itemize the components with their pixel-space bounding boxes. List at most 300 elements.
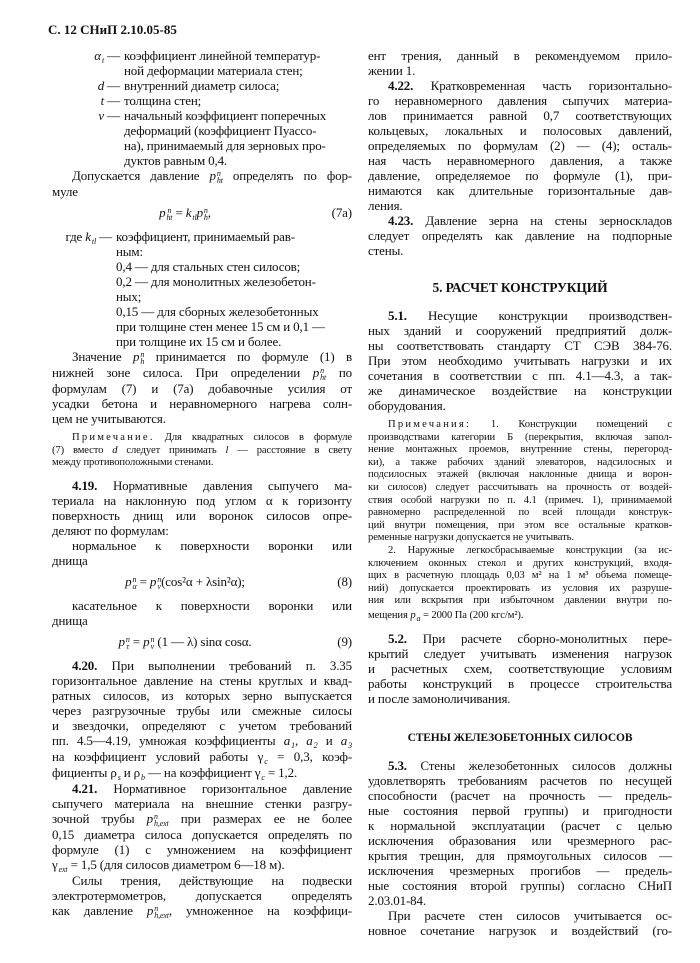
text-run: — bbox=[104, 93, 120, 108]
paragraph bbox=[368, 908, 672, 938]
formula-expression bbox=[118, 634, 251, 649]
text-line bbox=[368, 661, 672, 676]
text-run: и bbox=[120, 764, 134, 780]
text-run: исключения чрезмерных прогибов — предель- bbox=[368, 862, 672, 878]
text-run: и расчетных схем, соответствующие условиям bbox=[368, 660, 672, 676]
symbol-base: p bbox=[118, 633, 125, 649]
text-run: ки), а также рабочих зданий элеваторов, надсилосных и bbox=[368, 456, 672, 468]
text-line bbox=[368, 532, 672, 545]
text-run: формулам (7) и (7а) добавочные усилия от bbox=[52, 381, 352, 396]
symbol-base: d bbox=[112, 444, 118, 456]
footnote bbox=[52, 432, 352, 470]
text-line bbox=[368, 482, 672, 495]
text-line bbox=[52, 765, 352, 781]
text-line bbox=[368, 558, 672, 571]
superscript: n bbox=[154, 903, 159, 913]
paragraph bbox=[52, 349, 352, 426]
text-run: сочетания в соответствии с пп. 4.1—4.3, а так- bbox=[368, 368, 672, 383]
text-line bbox=[124, 93, 352, 108]
symbol-base: 4.19. bbox=[72, 477, 98, 493]
text-line bbox=[52, 445, 352, 458]
text-line bbox=[52, 184, 352, 199]
math-symbol bbox=[147, 811, 169, 826]
text-line bbox=[52, 365, 352, 381]
text-run: нормальное к поверхности воронки или bbox=[72, 537, 352, 553]
paragraph bbox=[368, 631, 672, 706]
text-line bbox=[124, 63, 352, 78]
definition-text bbox=[124, 93, 352, 108]
symbol-base: k bbox=[185, 205, 192, 220]
text-run: нижней зоне силоса. При определении bbox=[52, 365, 313, 380]
paragraph-number bbox=[388, 308, 407, 323]
text-run: Несущие конструкции производствен- bbox=[406, 308, 672, 323]
text-line bbox=[52, 457, 352, 470]
text-line bbox=[52, 493, 352, 508]
text-line bbox=[124, 153, 352, 168]
text-run: = 2000 Па (200 кгс/м²). bbox=[420, 609, 524, 621]
text-line bbox=[368, 368, 672, 383]
text-run: жении 1. bbox=[368, 63, 416, 78]
text-line bbox=[368, 93, 672, 108]
text-run: удовлетворять требованиям расчетов по несущей bbox=[368, 772, 672, 788]
text-line bbox=[52, 432, 352, 445]
math-symbol bbox=[258, 749, 268, 764]
math-symbol bbox=[159, 205, 172, 220]
text-run: нение монтажных проемов, внутренние стены, перегород- bbox=[368, 444, 672, 456]
math-symbol bbox=[255, 765, 265, 780]
text-line bbox=[52, 888, 352, 903]
superscript: n bbox=[150, 634, 155, 644]
text-run: ным: bbox=[116, 244, 143, 259]
definition-item bbox=[52, 48, 352, 78]
subscript: v bbox=[157, 581, 161, 591]
text-line bbox=[368, 308, 672, 323]
subscript: ext bbox=[58, 864, 68, 874]
superscript: n bbox=[320, 366, 325, 375]
paragraph bbox=[52, 873, 352, 919]
math-symbol bbox=[284, 733, 295, 748]
text-line bbox=[368, 432, 672, 445]
definition-item bbox=[52, 259, 352, 349]
subscript: ht bbox=[166, 213, 173, 222]
text-line bbox=[368, 243, 672, 258]
text-run: днища bbox=[52, 612, 88, 628]
text-run: Кратковременная часть горизонтально- bbox=[413, 78, 672, 93]
math-symbol bbox=[134, 765, 145, 780]
symbol-base: p bbox=[149, 573, 157, 589]
text-run: 0,4 — для стальных стен силосов; bbox=[116, 259, 301, 274]
text-run: работы конструкций в процессе строительства bbox=[368, 675, 672, 691]
math-symbol bbox=[341, 733, 352, 748]
formula-number: (8) bbox=[337, 573, 352, 589]
text-line bbox=[52, 411, 352, 426]
text-run: и bbox=[317, 732, 341, 748]
text-run: = 0,3, коэф- bbox=[267, 748, 352, 764]
symbol-base: p bbox=[312, 365, 320, 380]
text-line bbox=[368, 631, 672, 646]
symbol-base: p bbox=[133, 349, 140, 364]
formula bbox=[52, 574, 352, 590]
page-header: С. 12 СНиП 2.10.05-85 bbox=[48, 22, 177, 37]
definition-symbol bbox=[52, 48, 124, 78]
text-run: Допускается давление bbox=[72, 168, 210, 183]
subscript: h bbox=[203, 213, 208, 222]
text-run: где bbox=[65, 229, 86, 244]
text-run: ления. bbox=[368, 198, 403, 213]
text-line bbox=[368, 676, 672, 691]
superscript: n bbox=[154, 811, 158, 821]
text-run: ных; bbox=[116, 289, 142, 304]
text-run: — bbox=[104, 108, 120, 123]
text-line bbox=[52, 688, 352, 703]
definition-text bbox=[124, 108, 352, 168]
paragraph bbox=[52, 478, 352, 538]
math-symbol bbox=[147, 903, 169, 918]
math-symbol bbox=[306, 733, 317, 748]
text-line bbox=[368, 419, 672, 432]
text-line bbox=[368, 691, 672, 706]
symbol-base: γ bbox=[257, 748, 264, 764]
text-line bbox=[116, 229, 352, 244]
text-line bbox=[52, 538, 352, 553]
script bbox=[348, 735, 352, 749]
subscript: 1 bbox=[291, 740, 295, 750]
text-line bbox=[368, 323, 672, 338]
text-line bbox=[52, 842, 352, 857]
text-line bbox=[116, 289, 352, 304]
text-run: толщина стен; bbox=[124, 93, 202, 108]
formula-number: (7а) bbox=[331, 205, 352, 220]
paragraph bbox=[52, 781, 352, 873]
text-run: При расчете стен силосов учитывается ос- bbox=[388, 907, 672, 923]
text-line bbox=[124, 138, 352, 153]
subscript: α bbox=[132, 581, 137, 591]
symbol-base: 4.22. bbox=[388, 78, 414, 93]
math-symbol bbox=[143, 634, 154, 649]
subscript: c bbox=[261, 772, 265, 782]
left-column bbox=[52, 48, 352, 919]
text-run: ний) допускается проектировать из условия их разруше- bbox=[368, 582, 672, 594]
math-symbol bbox=[52, 857, 67, 872]
subscript: v bbox=[150, 641, 155, 651]
text-line bbox=[52, 903, 352, 919]
text-line bbox=[368, 570, 672, 583]
text-run: сыпучего материала на внешние стенки разгру- bbox=[52, 795, 352, 811]
subscript: h bbox=[140, 357, 145, 366]
math-symbol bbox=[94, 48, 104, 63]
text-line bbox=[52, 508, 352, 523]
symbol-base: t bbox=[100, 93, 105, 108]
subscript: ht bbox=[216, 176, 223, 185]
text-run: ций внутри помещения, при этом все остальные кратков- bbox=[368, 519, 672, 531]
text-run: ент трения, данный в рекомендуемом прило- bbox=[368, 48, 672, 63]
symbol-base: a bbox=[283, 732, 291, 748]
text-run: касательное к поверхности воронки или bbox=[72, 597, 352, 613]
paragraph-number bbox=[72, 478, 97, 493]
math-symbol bbox=[186, 205, 197, 220]
text-run: ные состояния второй группы) согласно СНиП bbox=[368, 877, 672, 893]
note-label bbox=[388, 419, 471, 430]
text-line bbox=[368, 788, 672, 803]
text-run: — bbox=[104, 78, 120, 93]
text-run: (cos²α + λsin²α); bbox=[161, 573, 245, 589]
text-run: = 1,2. bbox=[264, 764, 298, 780]
text-line bbox=[368, 383, 672, 398]
definition-symbol bbox=[52, 93, 124, 108]
symbol-base: a bbox=[340, 732, 348, 748]
text-line bbox=[52, 796, 352, 811]
text-run: усадки бетона и неравномерного нагрева солн- bbox=[52, 396, 352, 411]
text-run: зочной трубы bbox=[52, 810, 147, 826]
text-run: — bbox=[96, 229, 112, 244]
paragraph-number bbox=[388, 78, 413, 93]
text-run: между противоположными стенами. bbox=[52, 457, 214, 469]
formula-expression bbox=[159, 205, 211, 220]
superscript: n bbox=[167, 206, 172, 215]
text-line bbox=[368, 848, 672, 863]
superscript: n bbox=[140, 350, 145, 359]
text-run: 0,15 диаметра силоса допускается определять по bbox=[52, 826, 352, 842]
symbol-base: 5.1. bbox=[388, 308, 407, 323]
symbol-base: p bbox=[146, 902, 154, 918]
text-line bbox=[52, 857, 352, 873]
symbol-base: d bbox=[97, 78, 105, 93]
text-line bbox=[368, 583, 672, 596]
symbol-base: 4.23. bbox=[388, 213, 414, 228]
symbol-base: p bbox=[143, 633, 150, 649]
text-run: Стены железобетонных силосов должны bbox=[406, 757, 672, 773]
paragraph bbox=[52, 598, 352, 628]
text-run: , умноженное на коэффици- bbox=[168, 902, 352, 918]
superscript: n bbox=[132, 574, 137, 584]
text-line bbox=[52, 873, 352, 888]
definition-text bbox=[124, 48, 352, 78]
text-run: деляют по формулам: bbox=[52, 522, 169, 538]
math-symbol bbox=[313, 365, 326, 380]
text-run: При расчете сборно-монолитных пере- bbox=[406, 630, 672, 646]
text-run: ны соответствовать стандарту СТ СЭВ 384-76. bbox=[368, 338, 672, 353]
text-line bbox=[368, 646, 672, 661]
text-run: = 1,5 (для силосов диаметром 6—18 м). bbox=[67, 856, 285, 872]
formula bbox=[52, 205, 352, 221]
text-run: же динамическое воздействие на конструкции bbox=[368, 383, 672, 398]
subscript: h,ext bbox=[154, 910, 169, 920]
text-line bbox=[368, 48, 672, 63]
definition-symbol bbox=[52, 229, 116, 259]
text-line bbox=[52, 168, 352, 184]
definition-text bbox=[52, 259, 352, 349]
subscript: b bbox=[141, 772, 145, 782]
text-line bbox=[368, 398, 672, 413]
text-run: производствами категории Б (перекрытия, включая запол- bbox=[368, 431, 672, 443]
symbol-base: 5.2. bbox=[388, 630, 407, 646]
text-line bbox=[368, 878, 672, 893]
text-line bbox=[368, 469, 672, 482]
text-line bbox=[124, 48, 352, 63]
text-run: Давление зерна на стены зерноскладов bbox=[413, 213, 672, 228]
symbol-base: γ bbox=[52, 856, 58, 872]
text-line bbox=[368, 63, 672, 78]
symbol-base: p bbox=[196, 205, 203, 220]
text-run: горизонтальное давление на стены круглых и квад- bbox=[52, 672, 352, 688]
text-run: ки силосов) следует рассчитывать на прочность от воздей- bbox=[368, 481, 672, 493]
symbol-base: 4.21. bbox=[72, 780, 98, 796]
text-line bbox=[52, 718, 352, 733]
text-run: деформаций (коэффициент Пуассо- bbox=[124, 123, 317, 138]
symbol-base: l bbox=[225, 444, 229, 456]
text-run: внутренний диаметр силоса; bbox=[124, 78, 280, 93]
text-run: при размерах ее не более bbox=[168, 810, 352, 826]
text-run: фициенты bbox=[52, 764, 111, 780]
superscript: n bbox=[157, 574, 162, 584]
subscript: 3 bbox=[348, 740, 353, 750]
subscript: 2 bbox=[313, 740, 318, 750]
text-line bbox=[368, 138, 672, 153]
text-run: следует определять как давление на подпорные bbox=[368, 228, 672, 243]
text-run: равномерно распределенной по всей площади конструк- bbox=[368, 507, 672, 519]
text-run: = bbox=[172, 205, 186, 220]
math-symbol bbox=[150, 574, 161, 589]
subscript: tl bbox=[91, 237, 97, 246]
symbol-base: ρ bbox=[110, 764, 117, 780]
text-line bbox=[368, 773, 672, 788]
definition-item bbox=[52, 93, 352, 108]
text-run: териала на наклонную под углом α к горизонту bbox=[52, 492, 352, 508]
text-run: к нормальной эксплуатации (расчет с целью bbox=[368, 817, 672, 833]
text-run: ная часть неравномерного давления, а также bbox=[368, 153, 672, 168]
text-line bbox=[368, 183, 672, 198]
text-run: как давление bbox=[52, 902, 147, 918]
text-run: поверхность днищ или воронок силосов опре- bbox=[52, 507, 352, 523]
paragraph-number bbox=[388, 758, 407, 773]
text-run: новное сочетание нагрузок и воздействий (го- bbox=[368, 922, 672, 938]
math-symbol bbox=[410, 610, 420, 621]
text-line bbox=[52, 349, 352, 365]
text-run: коэффициент, принимаемый рав- bbox=[116, 229, 295, 244]
text-line bbox=[368, 108, 672, 123]
text-run: — bbox=[104, 48, 120, 63]
text-run: лов принимается равной 0,7 соответствующих bbox=[368, 108, 672, 123]
symbol-base: 4.20. bbox=[72, 657, 98, 673]
text-line bbox=[368, 833, 672, 848]
formula-number: (9) bbox=[337, 633, 352, 649]
text-run: — расстояние в свету bbox=[228, 444, 352, 456]
text-run: пп. 4.5—4.19, умножая коэффициенты bbox=[52, 732, 284, 748]
text-run: ключением оконных стекол и других конструкций, входя- bbox=[368, 557, 672, 569]
text-run: При этом необходимо учитывать нагрузки и их bbox=[368, 353, 672, 368]
text-line bbox=[368, 198, 672, 213]
paragraph bbox=[368, 758, 672, 908]
text-run: При выполнении требований п. 3.35 bbox=[97, 657, 352, 673]
text-line bbox=[52, 749, 352, 765]
symbol-base: p bbox=[410, 609, 416, 621]
text-run: — на коэффициент bbox=[144, 764, 255, 780]
text-run: (7) вместо bbox=[52, 444, 113, 456]
text-line bbox=[368, 153, 672, 168]
text-run: мещения bbox=[368, 609, 411, 621]
text-run: = bbox=[136, 573, 150, 589]
text-line bbox=[116, 334, 352, 349]
text-run: (1 — λ) sinα cosα. bbox=[154, 633, 252, 649]
text-line bbox=[368, 78, 672, 93]
text-run: через разгрузочные трубы или смежные силосы bbox=[52, 702, 352, 718]
paragraph bbox=[368, 78, 672, 213]
text-run: Значение bbox=[72, 349, 133, 364]
text-run: = bbox=[129, 633, 144, 649]
text-line bbox=[52, 523, 352, 538]
paragraph-number bbox=[72, 658, 97, 673]
text-run: принимается по формуле (1) в bbox=[144, 349, 352, 364]
text-run: Силы трения, действующие на подвески bbox=[72, 872, 352, 888]
text-line bbox=[124, 123, 352, 138]
text-run: муле bbox=[52, 184, 78, 199]
text-line bbox=[52, 827, 352, 842]
subscript: ht bbox=[320, 373, 327, 382]
text-run: 2.03.01-84. bbox=[368, 892, 426, 908]
definition-symbol bbox=[52, 78, 124, 93]
text-line bbox=[368, 495, 672, 508]
text-line bbox=[52, 733, 352, 749]
symbol-base: γ bbox=[254, 764, 261, 780]
text-run: и после замоноличивания. bbox=[368, 690, 511, 706]
symbol-base: p bbox=[209, 168, 216, 183]
definition-item bbox=[52, 78, 352, 93]
text-run: определять по фор- bbox=[222, 168, 352, 183]
text-line bbox=[116, 244, 352, 259]
symbol-base: Примечание. bbox=[72, 432, 155, 443]
text-line bbox=[52, 553, 352, 568]
text-line bbox=[52, 658, 352, 673]
text-run: ных зданий и сооружений предприятий долж- bbox=[368, 323, 672, 338]
text-run: Нормативное горизонтальное давление bbox=[97, 780, 352, 796]
superscript: n bbox=[125, 634, 130, 644]
text-run: щих в расчетную площадь 0,03 м² на 1 м³ объема помеще- bbox=[368, 570, 672, 582]
note-label bbox=[72, 432, 155, 443]
formula-expression bbox=[125, 574, 245, 589]
text-line bbox=[368, 818, 672, 833]
text-run: и звездочки, определяют с учетом требований bbox=[52, 717, 352, 733]
paragraph bbox=[52, 168, 352, 199]
text-run: , bbox=[207, 205, 211, 220]
math-symbol bbox=[210, 168, 223, 183]
text-line bbox=[116, 304, 352, 319]
footnote bbox=[368, 419, 672, 623]
text-run: по bbox=[326, 365, 352, 380]
definition-item bbox=[52, 229, 352, 259]
math-symbol bbox=[197, 205, 208, 220]
text-run: следует принимать bbox=[117, 444, 226, 456]
paragraph-number bbox=[72, 781, 97, 796]
text-line bbox=[368, 608, 672, 623]
text-run: стены. bbox=[368, 243, 404, 258]
text-line bbox=[368, 213, 672, 228]
text-line bbox=[368, 545, 672, 558]
math-symbol bbox=[110, 765, 120, 780]
text-line bbox=[116, 319, 352, 334]
text-run: коэффициент линейной температур- bbox=[124, 48, 321, 63]
definition-symbol bbox=[52, 108, 124, 168]
paragraph bbox=[368, 48, 672, 78]
text-line bbox=[368, 338, 672, 353]
text-run: давление, определяемое по формуле (1), при- bbox=[368, 168, 672, 183]
script bbox=[154, 813, 169, 827]
paragraph-number bbox=[388, 631, 407, 646]
text-line bbox=[116, 259, 352, 274]
text-line bbox=[368, 507, 672, 520]
text-run: крытия трещин, для прямоугольных силосов — bbox=[368, 847, 672, 863]
paragraph bbox=[52, 538, 352, 568]
text-run: , bbox=[294, 732, 307, 748]
